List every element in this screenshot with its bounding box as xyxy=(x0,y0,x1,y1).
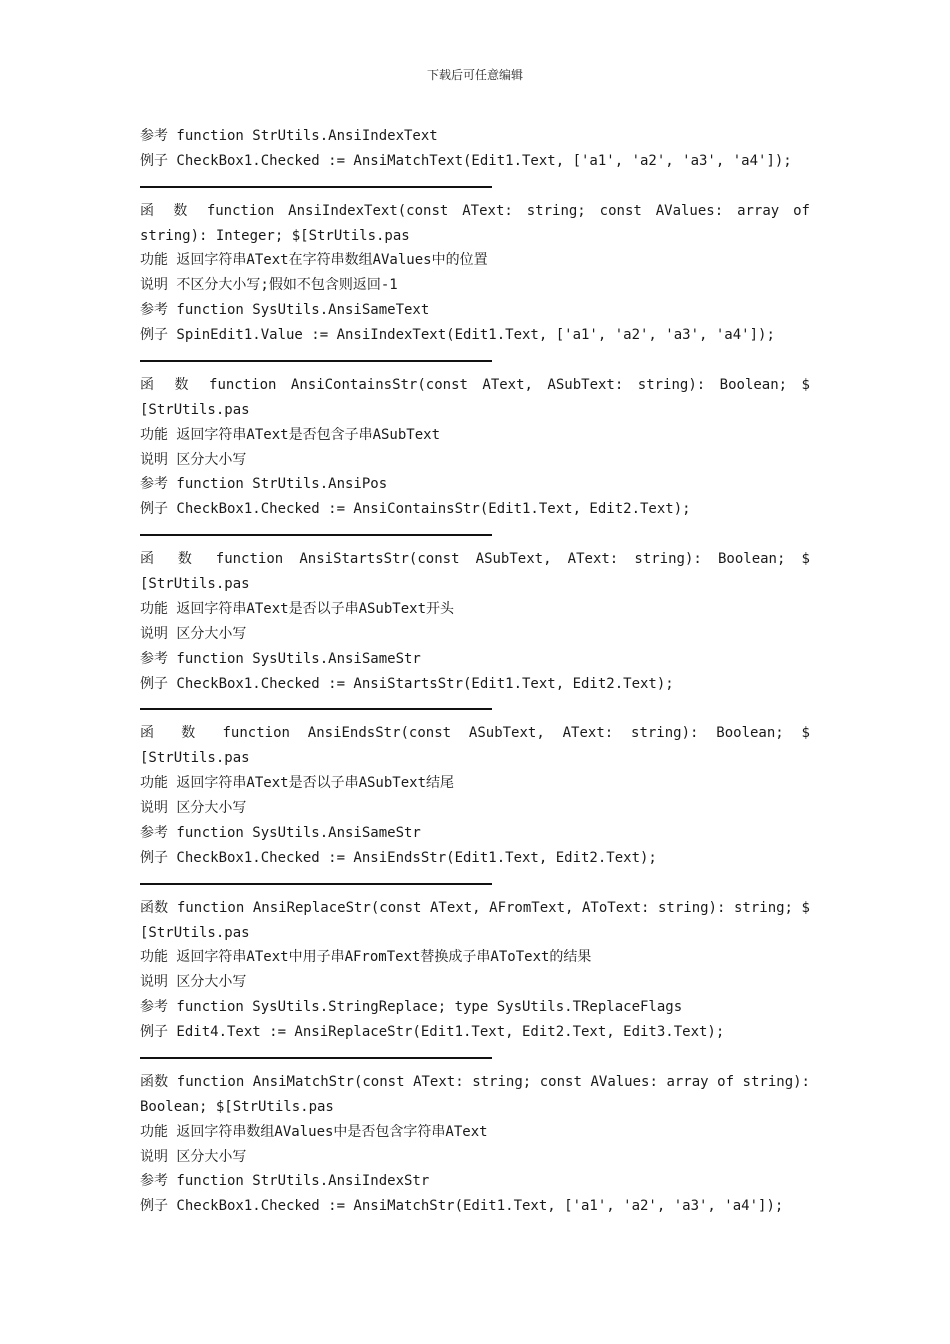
separator-line xyxy=(140,348,810,373)
reference-line: 参考 function SysUtils.AnsiSameStr xyxy=(140,824,421,841)
note-line: 说明 不区分大小写;假如不包含则返回-1 xyxy=(140,277,398,294)
reference-line: 参考 function StrUtils.AnsiPos xyxy=(140,476,388,493)
reference-line: 参考 function SysUtils.AnsiSameStr xyxy=(140,650,421,667)
note-line: 说明 区分大小写 xyxy=(140,974,247,991)
function-signature-continuation: [StrUtils.pas xyxy=(140,924,250,941)
reference-line: 参考 function SysUtils.StringReplace; type SysUtils.TReplaceFlags xyxy=(140,999,683,1016)
intro-example-line: 例子 CheckBox1.Checked := AnsiMatchText(Edit1.Text, ['a1', 'a2', 'a3', 'a4']); xyxy=(140,152,792,169)
entry-ansi-ends-str xyxy=(140,721,810,870)
purpose-line: 功能 返回字符串数组AValues中是否包含字符串AText xyxy=(140,1123,488,1140)
function-signature-continuation: [StrUtils.pas xyxy=(140,576,250,593)
document-body xyxy=(140,124,810,1219)
function-signature-line: 函 数 function AnsiStartsStr(const ASubText, AText: string): Boolean; $ xyxy=(140,551,810,568)
purpose-line: 功能 返回字符串AText中用子串AFromText替换成子串AToText的结果 xyxy=(140,949,592,966)
purpose-line: 功能 返回字符串AText是否以子串ASubText结尾 xyxy=(140,775,455,792)
separator-line xyxy=(140,871,810,896)
note-line: 说明 区分大小写 xyxy=(140,451,247,468)
function-signature-line: 函 数 function AnsiContainsStr(const AText, ASubText: string): Boolean; $ xyxy=(140,376,810,393)
separator-line xyxy=(140,174,810,199)
function-signature-line: 函数 function AnsiMatchStr(const AText: string; const AValues: array of string): xyxy=(140,1073,810,1090)
function-signature-line: 函 数 function AnsiIndexText(const AText: string; const AValues: array of xyxy=(140,202,810,219)
example-line: 例子 SpinEdit1.Value := AnsiIndexText(Edit1.Text, ['a1', 'a2', 'a3', 'a4']); xyxy=(140,327,775,344)
purpose-line: 功能 返回字符串AText在字符串数组AValues中的位置 xyxy=(140,252,488,269)
example-line: 例子 CheckBox1.Checked := AnsiMatchStr(Edit1.Text, ['a1', 'a2', 'a3', 'a4']); xyxy=(140,1198,784,1215)
purpose-line: 功能 返回字符串AText是否以子串ASubText开头 xyxy=(140,600,455,617)
entry-ansi-index-text xyxy=(140,199,810,348)
purpose-line: 功能 返回字符串AText是否包含子串ASubText xyxy=(140,426,441,443)
note-line: 说明 区分大小写 xyxy=(140,625,247,642)
page-header: 下载后可任意编辑 xyxy=(426,68,523,82)
function-signature-continuation: Boolean; $[StrUtils.pas xyxy=(140,1098,334,1115)
separator-line xyxy=(140,522,810,547)
note-line: 说明 区分大小写 xyxy=(140,1148,247,1165)
function-signature-continuation: [StrUtils.pas xyxy=(140,750,250,767)
separator-line xyxy=(140,1045,810,1070)
entry-ansi-match-str xyxy=(140,1070,810,1219)
function-signature-line: 函数 function AnsiReplaceStr(const AText, AFromText, AToText: string): string; $ xyxy=(140,899,810,916)
reference-line: 参考 function SysUtils.AnsiSameText xyxy=(140,302,430,319)
function-signature-continuation: string): Integer; $[StrUtils.pas xyxy=(140,227,410,244)
entry-ansi-replace-str xyxy=(140,896,810,1045)
function-signature-continuation: [StrUtils.pas xyxy=(140,401,250,418)
reference-line: 参考 function StrUtils.AnsiIndexStr xyxy=(140,1173,430,1190)
entry-ansi-starts-str xyxy=(140,547,810,696)
function-signature-line: 函 数 function AnsiEndsStr(const ASubText, AText: string): Boolean; $ xyxy=(140,725,810,742)
entry-ansi-contains-str xyxy=(140,373,810,522)
example-line: 例子 CheckBox1.Checked := AnsiContainsStr(Edit1.Text, Edit2.Text); xyxy=(140,501,691,518)
example-line: 例子 Edit4.Text := AnsiReplaceStr(Edit1.Text, Edit2.Text, Edit3.Text); xyxy=(140,1024,725,1041)
note-line: 说明 区分大小写 xyxy=(140,800,247,817)
example-line: 例子 CheckBox1.Checked := AnsiStartsStr(Edit1.Text, Edit2.Text); xyxy=(140,675,674,692)
intro-ref-line: 参考 function StrUtils.AnsiIndexText xyxy=(140,128,438,144)
separator-line xyxy=(140,696,810,721)
example-line: 例子 CheckBox1.Checked := AnsiEndsStr(Edit1.Text, Edit2.Text); xyxy=(140,849,657,866)
